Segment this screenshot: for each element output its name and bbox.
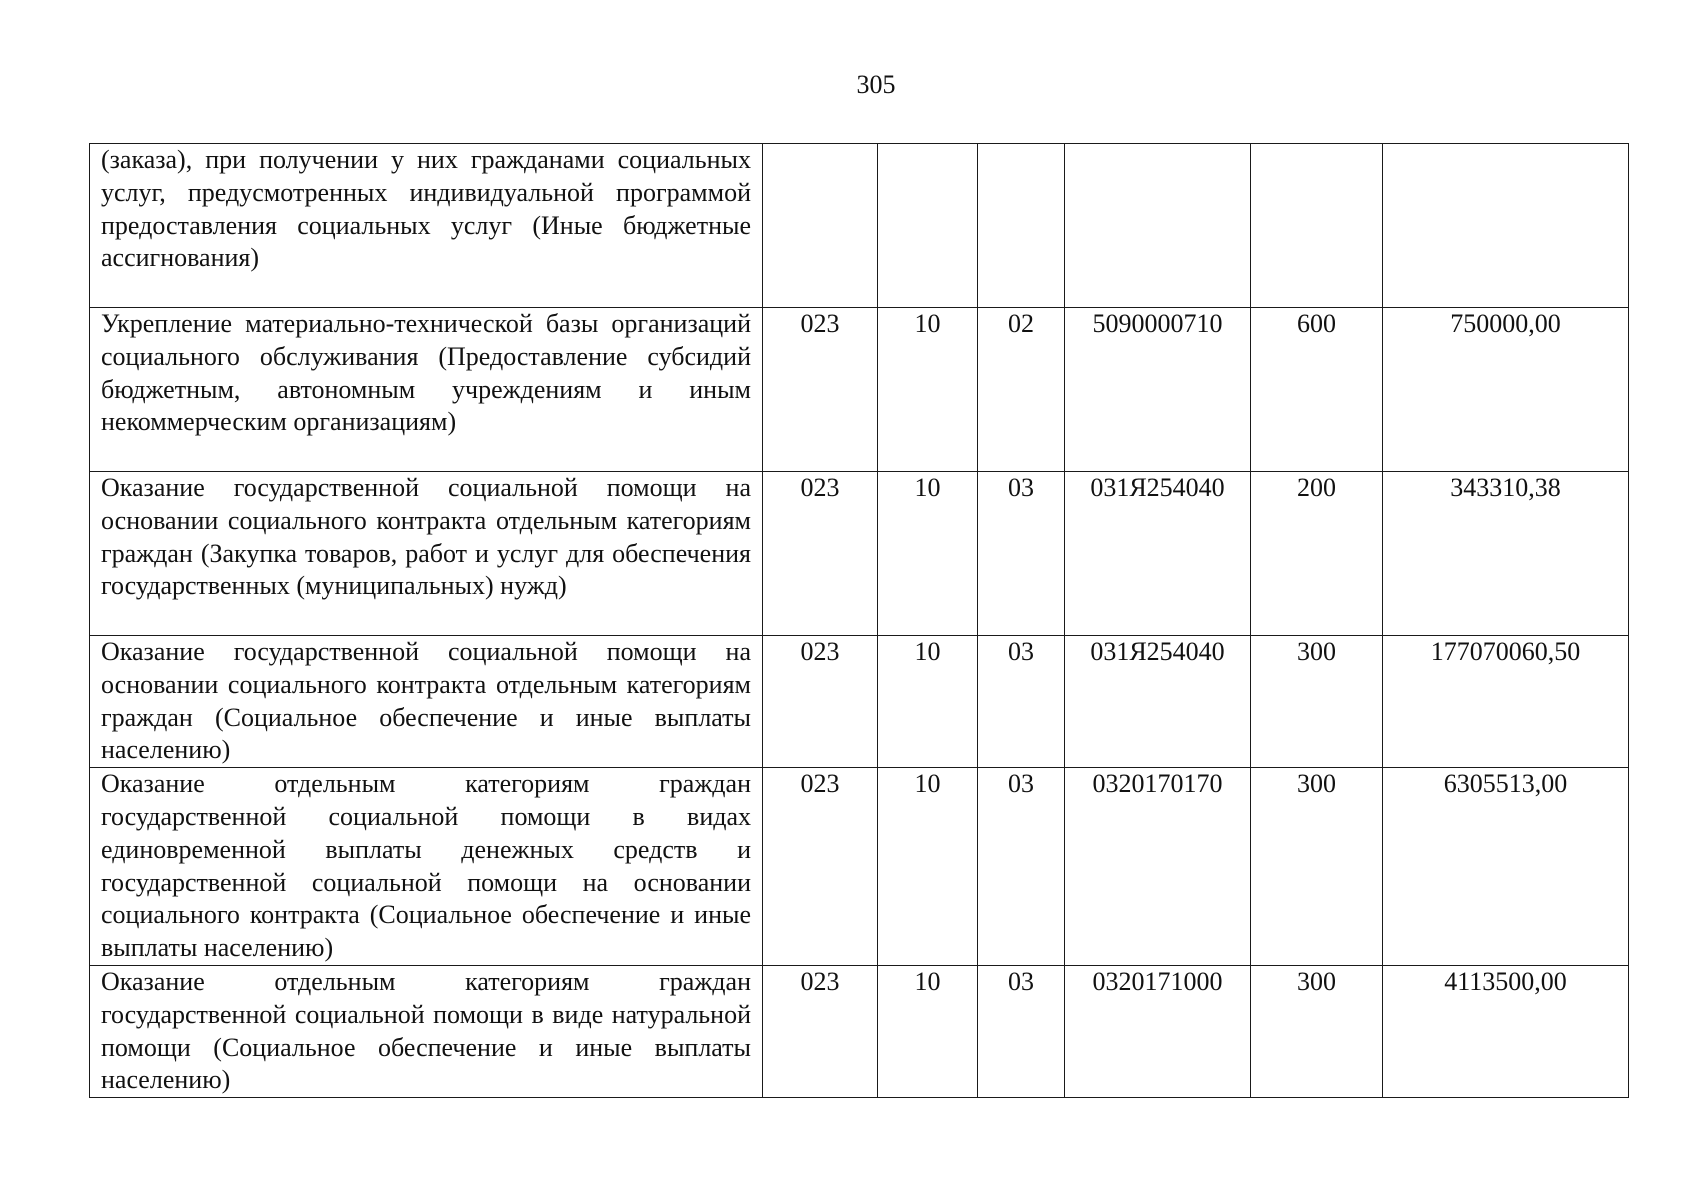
row-description: Оказание отдельным категориям граждан государственной социальной помощи в виде натуральной помощи (Социальное обеспечение и иные выплаты населению) [90, 965, 763, 1097]
row-description: Оказание государственной социальной помощи на основании социального контракта отдельным категориям граждан (Закупка товаров, работ и услуг для обеспечения государственных (муниципальных) нужд) [90, 472, 763, 636]
subsection-code: 02 [978, 308, 1065, 472]
table-row [90, 768, 1629, 966]
row-description: (заказа), при получении у них гражданами социальных услуг, предусмотренных индивидуальной программой предоставления социальных услуг (Иные бюджетные ассигнования) [90, 144, 763, 308]
subsection-code: 03 [978, 768, 1065, 966]
expense-type-code: 300 [1251, 636, 1383, 768]
subsection-code [978, 144, 1065, 308]
section-code: 10 [878, 636, 978, 768]
ministry-code: 023 [763, 636, 878, 768]
budget-allocation-table [89, 143, 1629, 1098]
ministry-code: 023 [763, 768, 878, 966]
amount [1383, 144, 1629, 308]
table-row [90, 308, 1629, 472]
expense-type-code: 300 [1251, 965, 1383, 1097]
section-code: 10 [878, 965, 978, 1097]
ministry-code [763, 144, 878, 308]
subsection-code: 03 [978, 472, 1065, 636]
section-code: 10 [878, 768, 978, 966]
table-row [90, 636, 1629, 768]
subsection-code: 03 [978, 636, 1065, 768]
amount: 750000,00 [1383, 308, 1629, 472]
amount: 6305513,00 [1383, 768, 1629, 966]
amount: 4113500,00 [1383, 965, 1629, 1097]
row-description: Оказание государственной социальной помощи на основании социального контракта отдельным категориям граждан (Социальное обеспечение и иные выплаты населению) [90, 636, 763, 768]
expense-type-code: 300 [1251, 768, 1383, 966]
ministry-code: 023 [763, 308, 878, 472]
section-code: 10 [878, 472, 978, 636]
target-article-code: 0320170170 [1065, 768, 1251, 966]
section-code: 10 [878, 308, 978, 472]
target-article-code: 031Я254040 [1065, 472, 1251, 636]
section-code [878, 144, 978, 308]
target-article-code: 031Я254040 [1065, 636, 1251, 768]
expense-type-code: 600 [1251, 308, 1383, 472]
row-description: Укрепление материально-технической базы организаций социального обслуживания (Предоставление субсидий бюджетным, автономным учреждениям и иным некоммерческим организациям) [90, 308, 763, 472]
amount: 343310,38 [1383, 472, 1629, 636]
ministry-code: 023 [763, 965, 878, 1097]
table-row [90, 965, 1629, 1097]
target-article-code: 5090000710 [1065, 308, 1251, 472]
ministry-code: 023 [763, 472, 878, 636]
subsection-code: 03 [978, 965, 1065, 1097]
target-article-code: 0320171000 [1065, 965, 1251, 1097]
table-row [90, 144, 1629, 308]
table-row [90, 472, 1629, 636]
expense-type-code [1251, 144, 1383, 308]
amount: 177070060,50 [1383, 636, 1629, 768]
page-number: 305 [856, 70, 896, 99]
target-article-code [1065, 144, 1251, 308]
row-description: Оказание отдельным категориям граждан государственной социальной помощи в видах единовременной выплаты денежных средств и государственной социальной помощи на основании социального контракта (Социальное обеспечение и иные выплаты населению) [90, 768, 763, 966]
expense-type-code: 200 [1251, 472, 1383, 636]
